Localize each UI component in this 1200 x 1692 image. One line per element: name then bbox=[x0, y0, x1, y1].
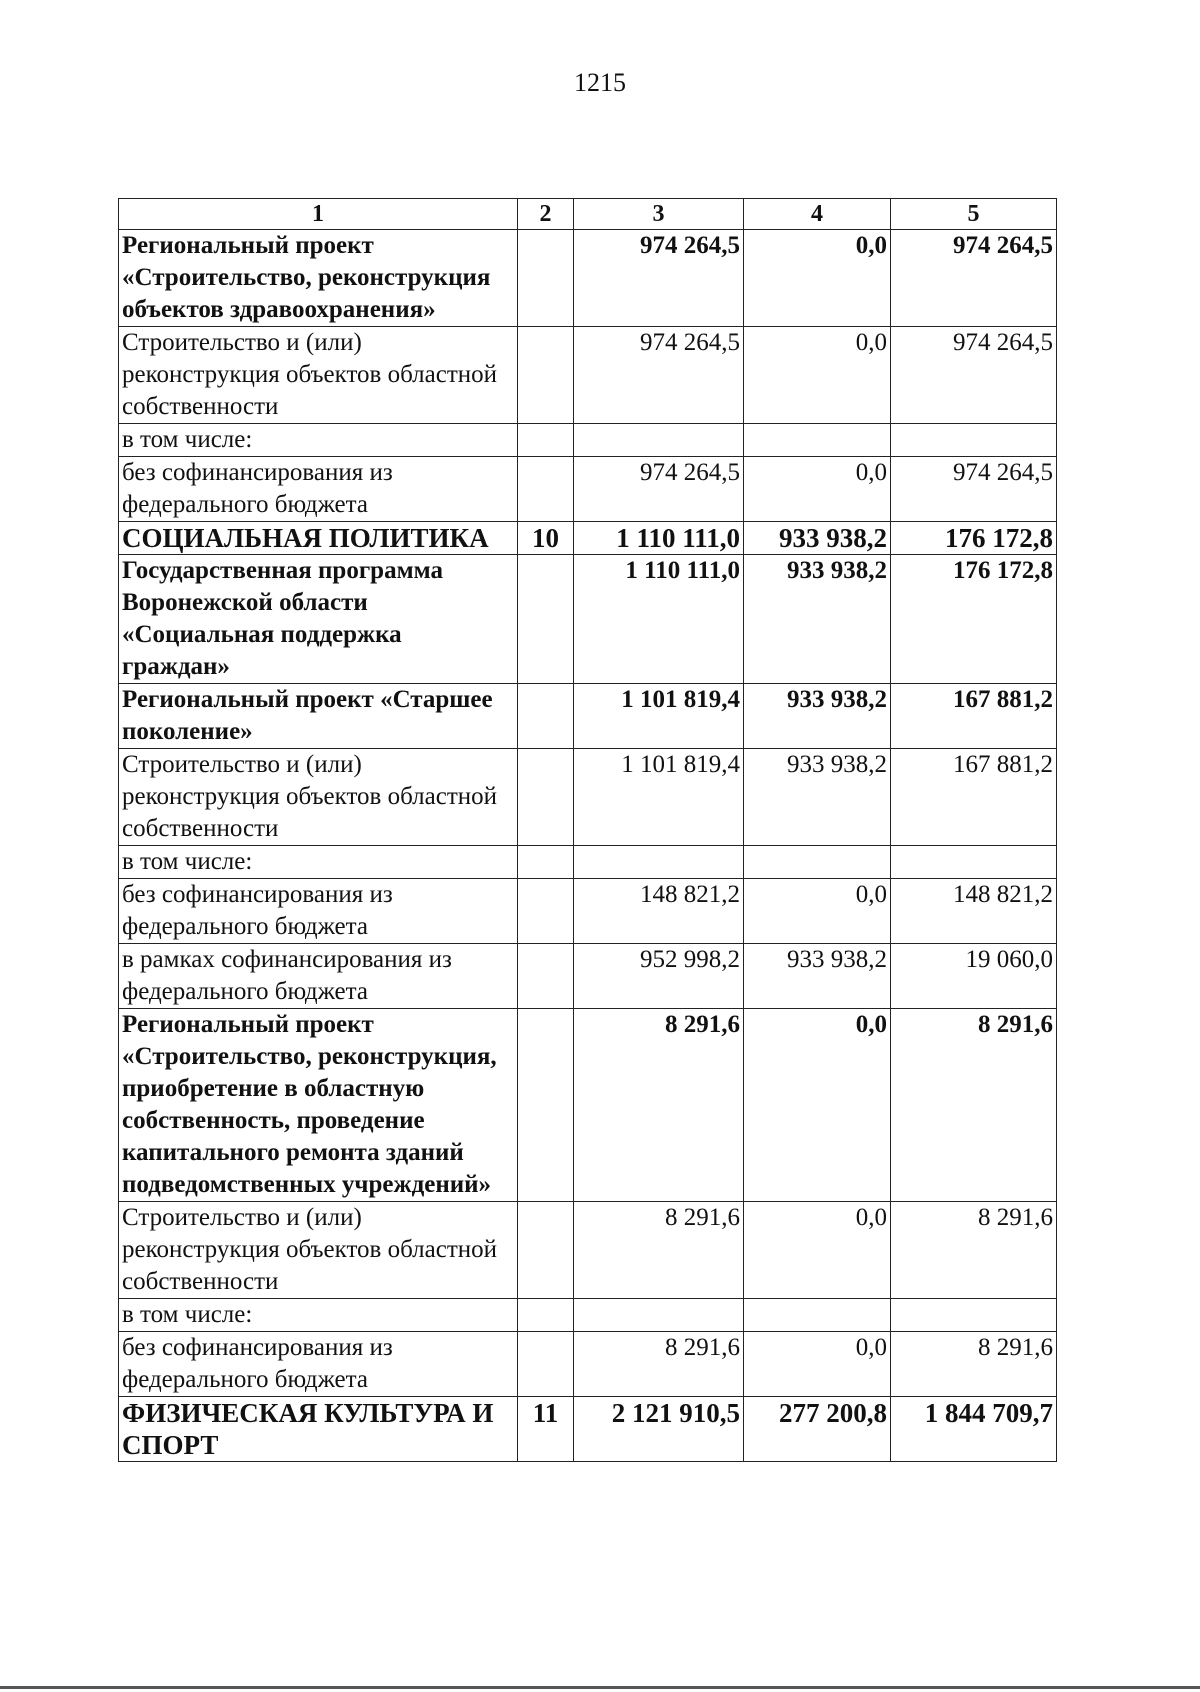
row-value-col4 bbox=[744, 846, 891, 879]
table-row bbox=[119, 1009, 1057, 1202]
row-value-col5: 974 264,5 bbox=[891, 230, 1057, 327]
row-value-col3: 974 264,5 bbox=[574, 327, 744, 424]
table-body bbox=[119, 230, 1057, 1462]
table-row bbox=[119, 749, 1057, 846]
row-value-col4: 933 938,2 bbox=[744, 555, 891, 684]
row-value-col4: 277 200,8 bbox=[744, 1397, 891, 1462]
row-name-cell: в том числе: bbox=[119, 1299, 518, 1332]
row-code-cell bbox=[518, 457, 574, 522]
row-value-col3: 952 998,2 bbox=[574, 944, 744, 1009]
row-value-col4: 0,0 bbox=[744, 1009, 891, 1202]
row-name-cell: без софинансирования из федерального бюджета bbox=[119, 1332, 518, 1397]
row-code-cell bbox=[518, 230, 574, 327]
row-value-col4: 0,0 bbox=[744, 1332, 891, 1397]
row-code-cell bbox=[518, 944, 574, 1009]
row-name-cell: СОЦИАЛЬНАЯ ПОЛИТИКА bbox=[119, 522, 518, 555]
row-value-col5: 8 291,6 bbox=[891, 1009, 1057, 1202]
row-code-cell bbox=[518, 424, 574, 457]
row-value-col3: 8 291,6 bbox=[574, 1202, 744, 1299]
row-value-col3: 1 101 819,4 bbox=[574, 684, 744, 749]
row-value-col5 bbox=[891, 424, 1057, 457]
row-name-cell: в том числе: bbox=[119, 846, 518, 879]
table-row bbox=[119, 327, 1057, 424]
row-name-cell: ФИЗИЧЕСКАЯ КУЛЬТУРА И СПОРТ bbox=[119, 1397, 518, 1462]
row-value-col4: 0,0 bbox=[744, 457, 891, 522]
row-value-col5: 167 881,2 bbox=[891, 749, 1057, 846]
row-value-col5: 167 881,2 bbox=[891, 684, 1057, 749]
row-value-col4: 0,0 bbox=[744, 327, 891, 424]
row-code-cell bbox=[518, 879, 574, 944]
page-bottom-edge bbox=[0, 1686, 1200, 1689]
row-value-col3: 8 291,6 bbox=[574, 1009, 744, 1202]
row-code-cell bbox=[518, 1202, 574, 1299]
row-value-col3 bbox=[574, 1299, 744, 1332]
row-value-col3: 1 110 111,0 bbox=[574, 555, 744, 684]
table-row bbox=[119, 944, 1057, 1009]
row-value-col5: 1 844 709,7 bbox=[891, 1397, 1057, 1462]
row-value-col5 bbox=[891, 1299, 1057, 1332]
header-col-3: 3 bbox=[574, 199, 744, 230]
row-value-col4: 933 938,2 bbox=[744, 749, 891, 846]
row-name-cell: Строительство и (или) реконструкция объектов областной собственности bbox=[119, 749, 518, 846]
row-code-cell bbox=[518, 555, 574, 684]
row-value-col5: 176 172,8 bbox=[891, 522, 1057, 555]
row-value-col5: 974 264,5 bbox=[891, 457, 1057, 522]
row-code-cell bbox=[518, 1299, 574, 1332]
row-code-cell: 10 bbox=[518, 522, 574, 555]
table-row bbox=[119, 522, 1057, 555]
table-row bbox=[119, 1202, 1057, 1299]
row-value-col5: 8 291,6 bbox=[891, 1202, 1057, 1299]
row-code-cell: 11 bbox=[518, 1397, 574, 1462]
table-row bbox=[119, 879, 1057, 944]
row-value-col4: 933 938,2 bbox=[744, 684, 891, 749]
row-name-cell: Строительство и (или) реконструкция объектов областной собственности bbox=[119, 327, 518, 424]
row-value-col5: 19 060,0 bbox=[891, 944, 1057, 1009]
row-name-cell: Строительство и (или) реконструкция объектов областной собственности bbox=[119, 1202, 518, 1299]
row-name-cell: без софинансирования из федерального бюджета bbox=[119, 457, 518, 522]
row-code-cell bbox=[518, 846, 574, 879]
table-row bbox=[119, 1397, 1057, 1462]
row-code-cell bbox=[518, 749, 574, 846]
table-row bbox=[119, 424, 1057, 457]
table-row bbox=[119, 457, 1057, 522]
row-value-col3 bbox=[574, 846, 744, 879]
row-value-col3: 148 821,2 bbox=[574, 879, 744, 944]
row-name-cell: Государственная программа Воронежской области «Социальная поддержка граждан» bbox=[119, 555, 518, 684]
row-value-col3: 974 264,5 bbox=[574, 230, 744, 327]
header-row bbox=[119, 199, 1057, 230]
table-row bbox=[119, 846, 1057, 879]
row-code-cell bbox=[518, 1009, 574, 1202]
row-value-col3 bbox=[574, 424, 744, 457]
row-value-col5: 8 291,6 bbox=[891, 1332, 1057, 1397]
header-col-2: 2 bbox=[518, 199, 574, 230]
header-col-4: 4 bbox=[744, 199, 891, 230]
row-code-cell bbox=[518, 327, 574, 424]
row-value-col5 bbox=[891, 846, 1057, 879]
row-value-col3: 2 121 910,5 bbox=[574, 1397, 744, 1462]
row-code-cell bbox=[518, 1332, 574, 1397]
row-name-cell: в том числе: bbox=[119, 424, 518, 457]
row-name-cell: Региональный проект «Старшее поколение» bbox=[119, 684, 518, 749]
row-value-col4: 933 938,2 bbox=[744, 944, 891, 1009]
row-name-cell: без софинансирования из федерального бюджета bbox=[119, 879, 518, 944]
row-value-col4 bbox=[744, 1299, 891, 1332]
row-value-col5: 176 172,8 bbox=[891, 555, 1057, 684]
row-name-cell: в рамках софинансирования из федерального бюджета bbox=[119, 944, 518, 1009]
row-value-col5: 148 821,2 bbox=[891, 879, 1057, 944]
table-row bbox=[119, 684, 1057, 749]
row-value-col3: 1 110 111,0 bbox=[574, 522, 744, 555]
row-value-col5: 974 264,5 bbox=[891, 327, 1057, 424]
row-value-col3: 8 291,6 bbox=[574, 1332, 744, 1397]
header-col-1: 1 bbox=[119, 199, 518, 230]
row-value-col4: 0,0 bbox=[744, 1202, 891, 1299]
table-row bbox=[119, 555, 1057, 684]
row-code-cell bbox=[518, 684, 574, 749]
page-number: 1215 bbox=[574, 68, 626, 97]
row-value-col4: 0,0 bbox=[744, 230, 891, 327]
header-col-5: 5 bbox=[891, 199, 1057, 230]
row-value-col4: 933 938,2 bbox=[744, 522, 891, 555]
table-row bbox=[119, 1332, 1057, 1397]
row-name-cell: Региональный проект «Строительство, реконструкция объектов здравоохранения» bbox=[119, 230, 518, 327]
row-value-col4: 0,0 bbox=[744, 879, 891, 944]
table-row bbox=[119, 1299, 1057, 1332]
row-value-col3: 974 264,5 bbox=[574, 457, 744, 522]
table-row bbox=[119, 230, 1057, 327]
row-name-cell: Региональный проект «Строительство, реконструкция, приобретение в областную собственность, проведение капитального ремонта зданий подведомственных учреждений» bbox=[119, 1009, 518, 1202]
row-value-col4 bbox=[744, 424, 891, 457]
row-value-col3: 1 101 819,4 bbox=[574, 749, 744, 846]
budget-table bbox=[118, 198, 1057, 1462]
